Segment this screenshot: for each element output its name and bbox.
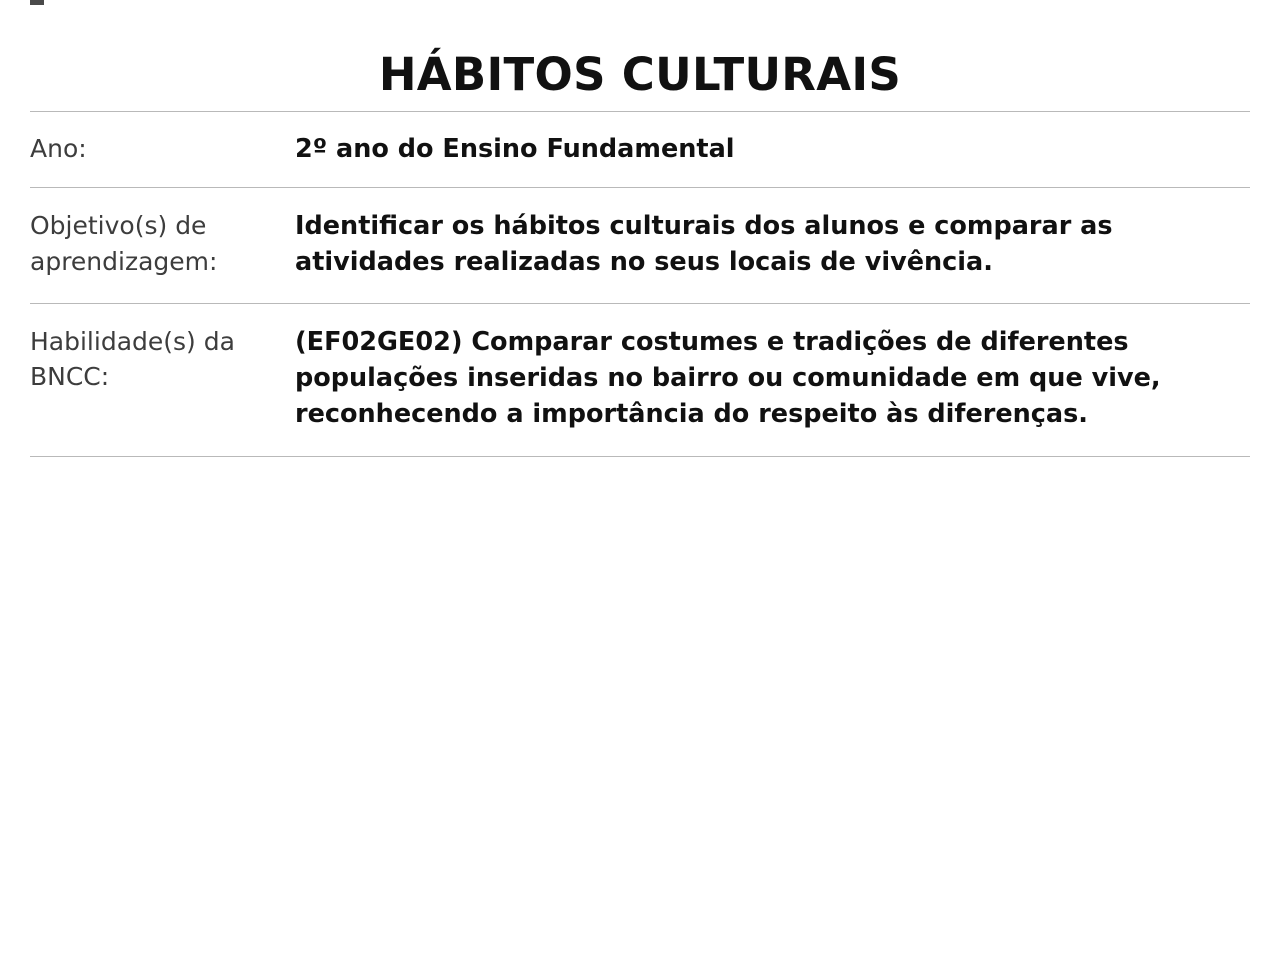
table-row (30, 188, 1250, 303)
row-label-ano: Ano: (30, 134, 87, 163)
row-value-objetivos: Identificar os hábitos culturais dos alunos e comparar as atividades realizadas no seus locais de vivência. (295, 211, 1113, 278)
table-row (30, 112, 1250, 188)
table-row (30, 304, 1250, 458)
page-corner-mark (30, 0, 44, 5)
row-value-ano: 2º ano do Ensino Fundamental (295, 134, 735, 164)
lesson-info-table (30, 111, 1250, 457)
row-label-habilidades: Habilidade(s) da BNCC: (30, 326, 235, 392)
page-title: HÁBITOS CULTURAIS (378, 48, 902, 101)
row-value-habilidades: (EF02GE02) Comparar costumes e tradições de diferentes populações inseridas no bairro ou comunidade em que vive, reconhecendo a importância do respeito às diferenças. (295, 326, 1161, 430)
row-label-objetivos: Objetivo(s) de aprendizagem: (30, 211, 218, 276)
